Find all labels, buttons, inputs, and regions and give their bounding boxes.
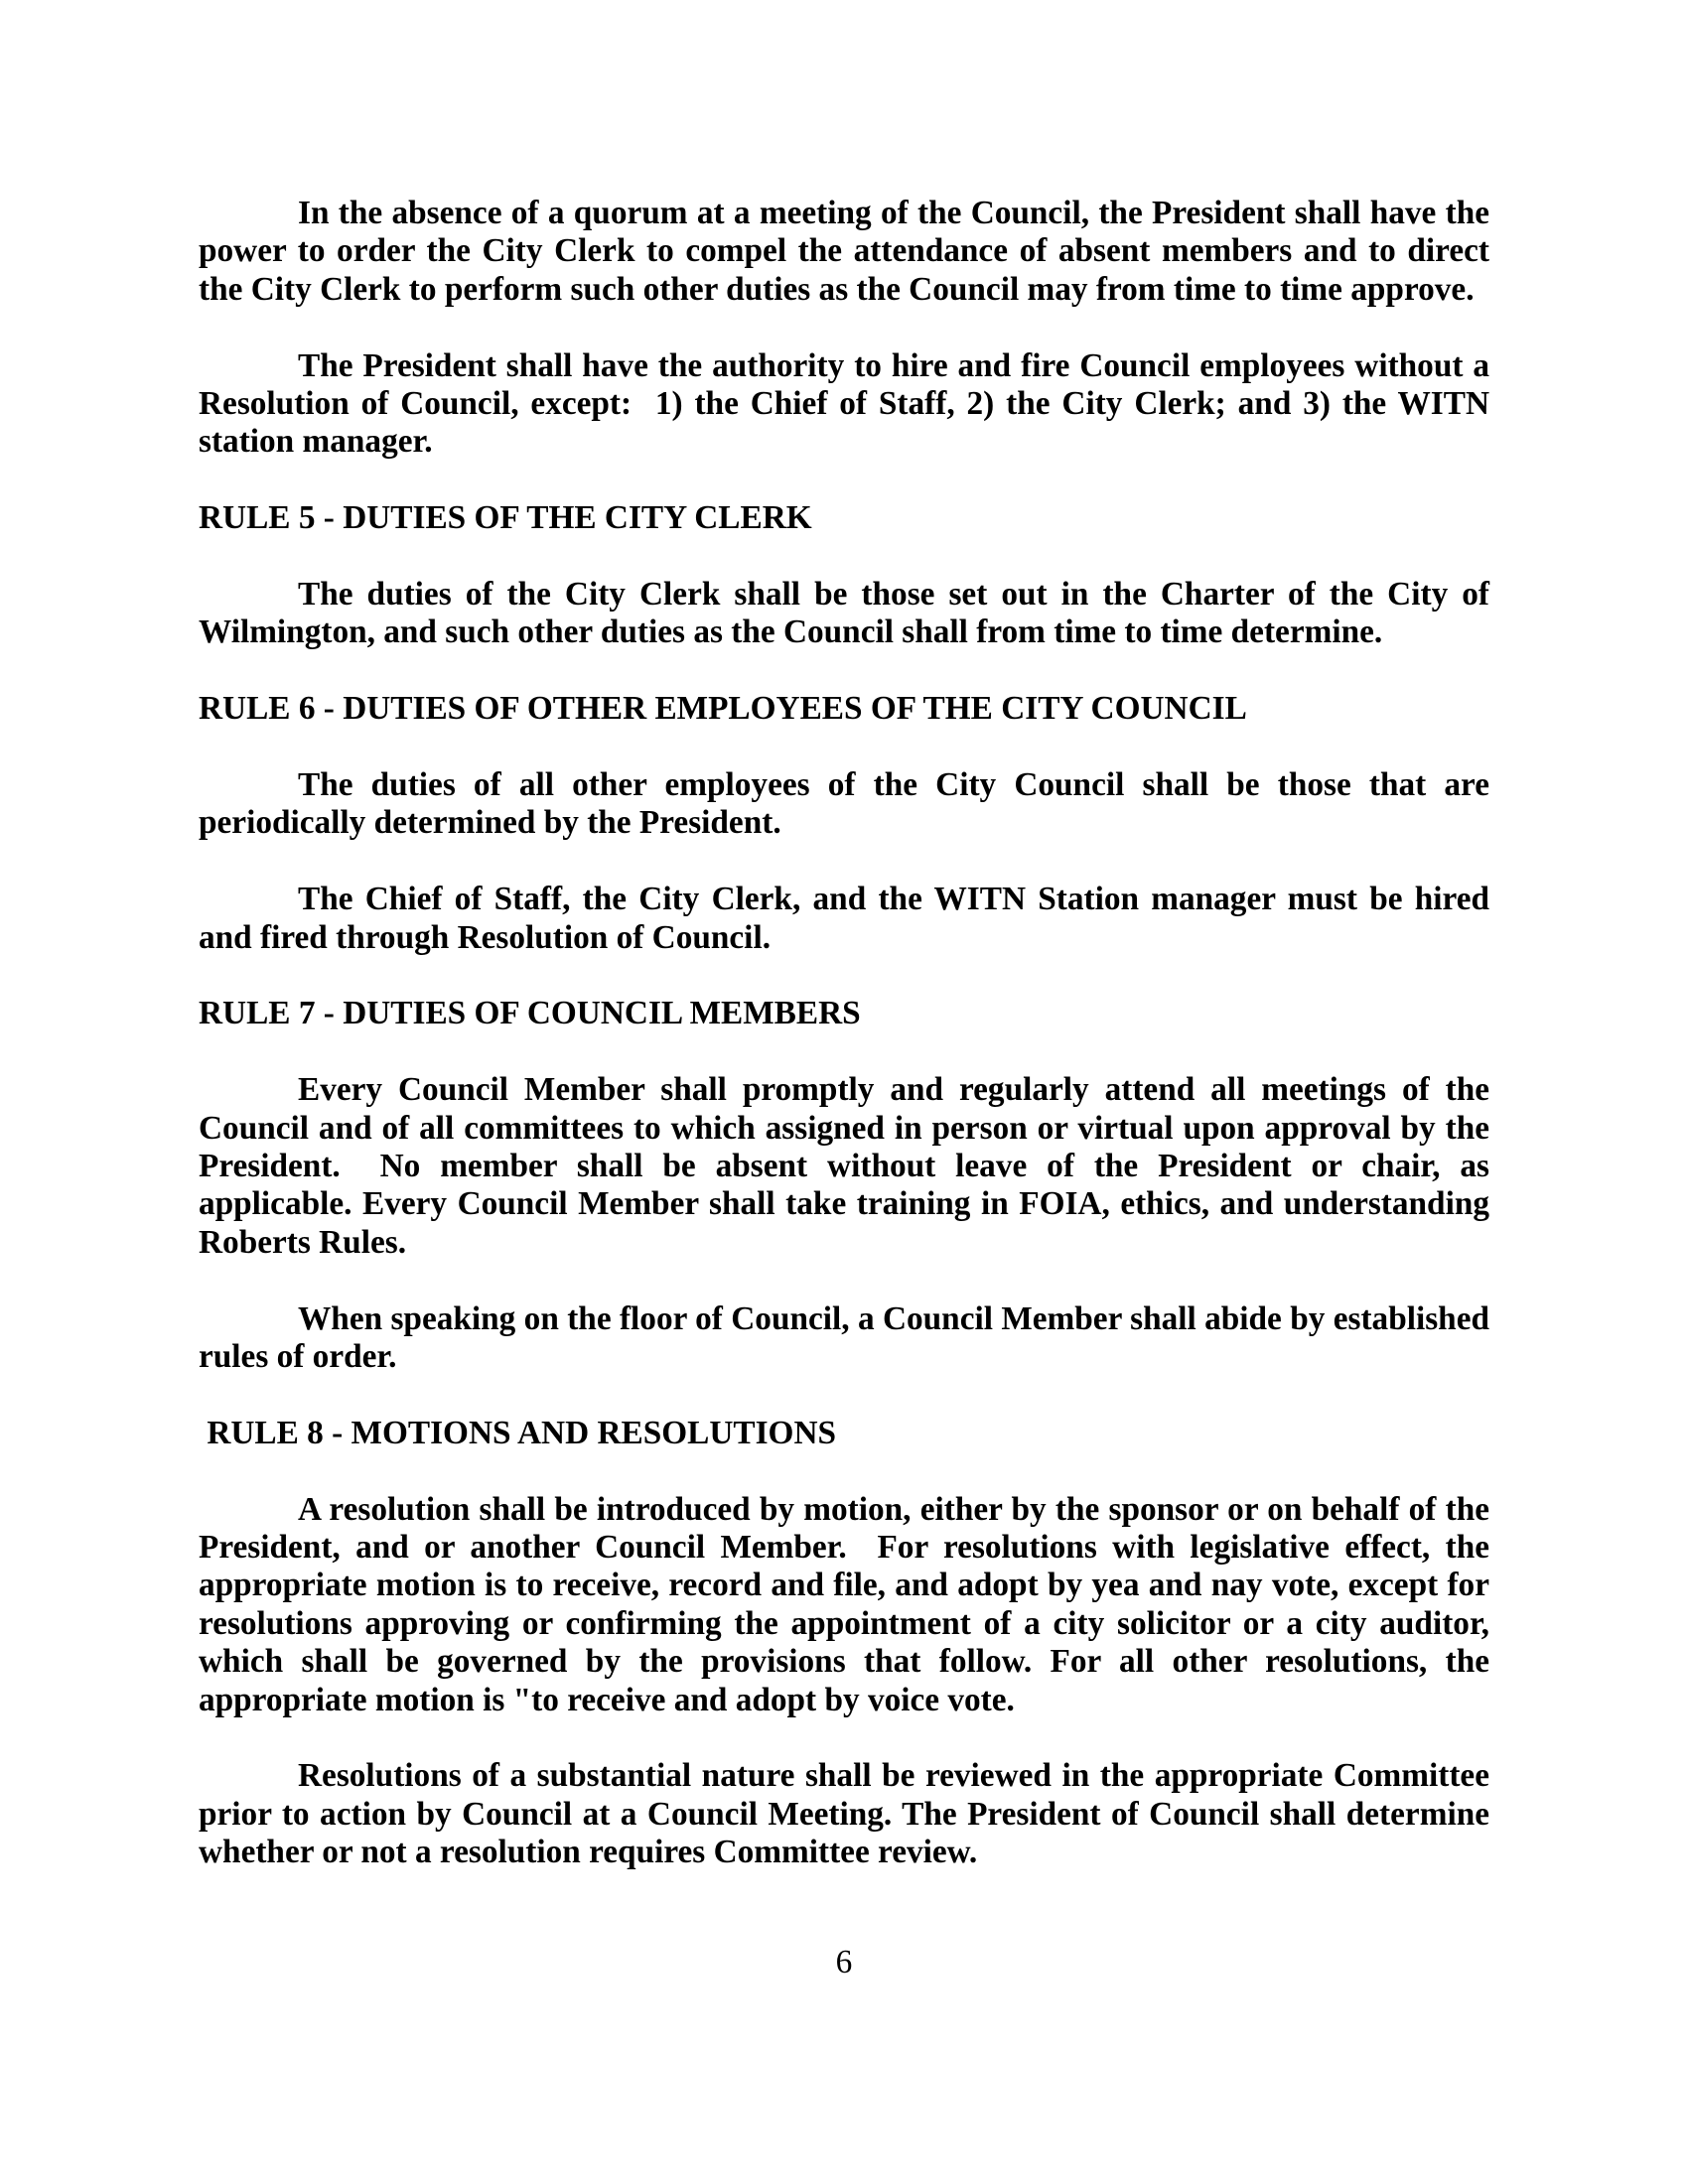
paragraph-president-hire-fire: The President shall have the authority to hire and fire Council employees without a Resolution of Council, except: 1) the Chief of Staff, 2) the City Clerk; and 3) the WITN station manager. (199, 346, 1498, 461)
heading-rule-6-duties-of-other-employees: RULE 6 - DUTIES OF OTHER EMPLOYEES OF THE CITY COUNCIL (199, 690, 1247, 728)
page-number: 6 (835, 1944, 853, 1980)
heading-rule-7-duties-of-council-members: RULE 7 - DUTIES OF COUNCIL MEMBERS (199, 995, 861, 1032)
paragraph-speaking-on-floor: When speaking on the floor of Council, a Council Member shall abide by established rules of order. (199, 1299, 1498, 1376)
paragraph-absence-of-quorum: In the absence of a quorum at a meeting of the Council, the President shall have the power to order the City Clerk to compel the attendance of absent members and to direct the City Clerk to perform such other duties as the Council may from time to time approve. (199, 195, 1498, 308)
paragraph-other-employees-duties: The duties of all other employees of the City Council shall be those that are periodically determined by the President. (199, 766, 1498, 842)
paragraph-substantial-resolutions-committee-review: Resolutions of a substantial nature shall be reviewed in the appropriate Committee prior to action by Council at a Council Meeting. The President of Council shall determine whether or not a resolution requires Committee review. (199, 1757, 1498, 1871)
paragraph-city-clerk-duties: The duties of the City Clerk shall be those set out in the Charter of the City of Wilmington, and such other duties as the Council shall from time to time determine. (199, 576, 1497, 651)
paragraph-member-attendance: Every Council Member shall promptly and regularly attend all meetings of the Council and of all committees to which assigned in person or virtual upon approval by the President. No member shall be absent without leave of the President or chair, as applicable. Every Council Member shall take training in FOIA, ethics, and understanding Roberts Rules. (199, 1071, 1498, 1261)
paragraph-hired-fired-through-resolution: The Chief of Staff, the City Clerk, and the WITN Station manager must be hired and fired through Resolution of Council. (199, 881, 1498, 956)
paragraph-resolution-introduced-by-motion: A resolution shall be introduced by motion, either by the sponsor or on behalf of the President, and or another Council Member. For resolutions with legislative effect, the appropriate motion is to receive, record and file, and adopt by yea and nay vote, except for resolutions approving or confirming the appointment of a city solicitor or a city auditor, which shall be governed by the provisions that follow. For all other resolutions, the appropriate motion is "to receive and adopt by voice vote. (199, 1490, 1498, 1718)
heading-rule-8-motions-and-resolutions: RULE 8 - MOTIONS AND RESOLUTIONS (199, 1414, 837, 1451)
document-body (199, 195, 1498, 1910)
heading-rule-5-duties-of-city-clerk: RULE 5 - DUTIES OF THE CITY CLERK (199, 499, 812, 537)
